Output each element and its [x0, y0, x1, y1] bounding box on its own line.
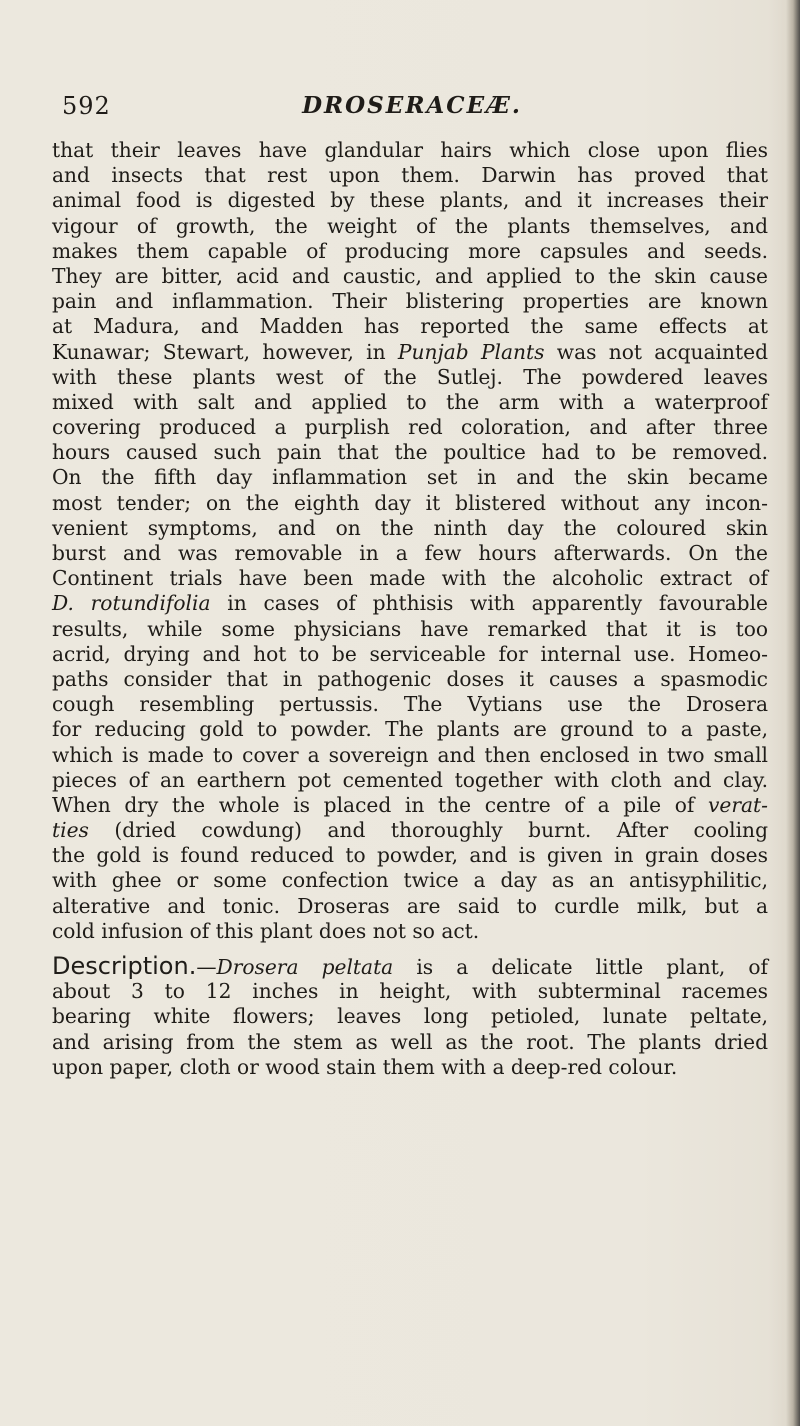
text-line: at Madura, and Madden has reported the same effects at: [52, 314, 768, 339]
text-line: covering produced a purplish red coloration, and after three: [52, 415, 768, 440]
text-line: with these plants west of the Sutlej. The powdered leaves: [52, 364, 768, 389]
text-line: makes them capable of producing more capsules and seeds.: [52, 238, 768, 263]
text-segment: When dry the whole is placed in the centre of a pile of: [52, 792, 709, 817]
paragraph-description: [52, 954, 768, 1080]
text-line: animal food is digested by these plants, and it increases their: [52, 188, 768, 213]
page-number: 592: [62, 92, 111, 120]
text-line: On the fifth day inflammation set in and the skin became: [52, 465, 768, 490]
text-line: They are bitter, acid and caustic, and applied to the skin cause: [52, 263, 768, 288]
italic-term: Punjab Plants: [397, 339, 545, 364]
text-line: burst and was removable in a few hours afterwards. On the: [52, 541, 768, 565]
text-line: cough resembling pertussis. The Vytians use the Drosera: [52, 692, 768, 717]
description-first-line: [52, 954, 768, 979]
text-line: about 3 to 12 inches in height, with subterminal racemes: [52, 979, 768, 1004]
running-head: DROSERACEÆ.: [302, 92, 522, 119]
text-line: and insects that rest upon them. Darwin has proved that: [52, 163, 768, 188]
text-segment: was not acquainted: [544, 339, 768, 364]
text-line: [52, 340, 768, 365]
text-line: pain and inflammation. Their blistering properties are known: [52, 289, 768, 314]
text-line: cold infusion of this plant does not so act.: [52, 918, 480, 943]
text-segment: in cases of phthisis with apparently favourable: [210, 591, 768, 616]
text-line: [52, 591, 768, 616]
dash: —: [196, 955, 217, 979]
paragraph-uses: [52, 138, 768, 944]
text-line: most tender; on the eighth day it blistered without any incon-: [52, 490, 768, 515]
text-line: that their leaves have glandular hairs which close upon flies: [52, 138, 768, 162]
body-text: [52, 138, 768, 1080]
text-line: acrid, drying and hot to be serviceable for internal use. Homeo-: [52, 641, 768, 666]
text-line: pieces of an earthern pot cemented together with cloth and clay.: [52, 767, 768, 792]
description-first-line-rest: is a delicate little plant, of: [393, 955, 768, 979]
page-header: [62, 92, 762, 126]
text-line: [52, 793, 768, 818]
text-line: bearing white flowers; leaves long petioled, lunate peltate,: [52, 1004, 768, 1029]
text-line: mixed with salt and applied to the arm with a waterproof: [52, 389, 768, 414]
italic-term: verat-: [708, 792, 768, 817]
text-line: paths consider that in pathogenic doses it causes a spasmodic: [52, 666, 768, 691]
species-name: Drosera peltata: [216, 955, 394, 979]
italic-term: D. rotundifolia: [52, 591, 211, 616]
text-line: upon paper, cloth or wood stain them with a deep-red colour.: [52, 1054, 678, 1079]
text-line: hours caused such pain that the poultice had to be removed.: [52, 440, 768, 465]
text-line: results, while some physicians have remarked that it is too: [52, 616, 768, 641]
page-edge-shadow: [786, 0, 800, 1426]
text-segment: (dried cowdung) and thoroughly burnt. After cooling: [88, 818, 768, 843]
text-line: with ghee or some confection twice a day as an antisyphilitic,: [52, 868, 768, 893]
text-line: the gold is found reduced to powder, and is given in grain doses: [52, 843, 768, 868]
text-line: alterative and tonic. Droseras are said to curdle milk, but a: [52, 893, 768, 918]
description-heading: Description.: [52, 952, 197, 980]
text-line: and arising from the stem as well as the root. The plants dried: [52, 1029, 768, 1054]
text-line: for reducing gold to powder. The plants are ground to a paste,: [52, 717, 768, 742]
text-line: which is made to cover a sovereign and then enclosed in two small: [52, 742, 768, 767]
text-segment: Kunawar; Stewart, however, in: [52, 339, 398, 364]
text-line: Continent trials have been made with the alcoholic extract of: [52, 566, 768, 591]
text-line: vigour of growth, the weight of the plants themselves, and: [52, 213, 768, 238]
italic-term: ties: [52, 818, 89, 843]
text-line: venient symptoms, and on the ninth day the coloured skin: [52, 515, 768, 540]
text-line: [52, 818, 768, 843]
